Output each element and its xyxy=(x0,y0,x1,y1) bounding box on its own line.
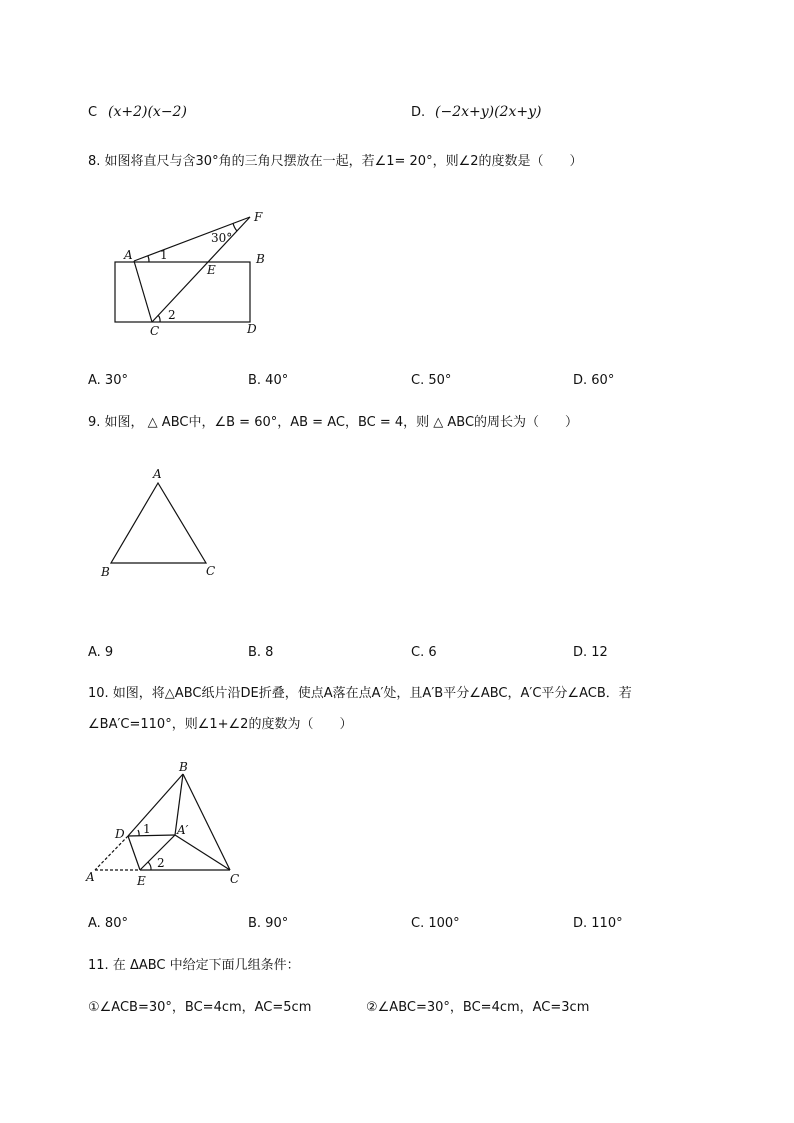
q10-option-c: C. 100° xyxy=(411,916,460,931)
q9-option-a: A. 9 xyxy=(88,645,114,660)
q8-option-d: D. 60° xyxy=(573,373,615,388)
q8-label-30deg: 30° xyxy=(211,231,233,245)
q10-stem-line1: 10. 如图，将△ABC纸片沿DE折叠，使点A落在点A′处，且A′B平分∠ABC，A′C平分∠ACB．若 xyxy=(88,686,632,701)
q8-option-c: C. 50° xyxy=(411,373,452,388)
q10-option-d: D. 110° xyxy=(573,916,623,931)
q7-option-c-expression: (x+2)(x−2) xyxy=(108,104,187,120)
q8-option-b: B. 40° xyxy=(248,373,289,388)
q10-stem-line2: ∠BA′C=110°，则∠1+∠2的度数为（ ） xyxy=(88,717,353,732)
q7-option-c-label: C xyxy=(88,105,98,120)
q8-label-b: B xyxy=(256,252,265,266)
q11-condition-1: ①∠ACB=30°，BC=4cm，AC=5cm xyxy=(88,1000,312,1015)
q10-label-a: A xyxy=(86,870,95,884)
q8-option-a: A. 30° xyxy=(88,373,128,388)
q8-stem: 8. 如图将直尺与含30°角的三角尺摆放在一起，若∠1= 20°，则∠2的度数是（ ） xyxy=(88,154,583,169)
q8-label-c: C xyxy=(150,324,160,338)
q9-option-d: D. 12 xyxy=(573,645,608,660)
q8-label-angle-1: 1 xyxy=(160,248,168,262)
q9-option-b: B. 8 xyxy=(248,645,274,660)
q10-label-angle-1: 1 xyxy=(143,822,151,836)
q8-label-angle-2: 2 xyxy=(168,308,176,322)
q10-label-a-prime: A′ xyxy=(177,823,189,837)
q10-label-c: C xyxy=(230,872,240,886)
q9-label-c: C xyxy=(206,564,216,578)
q11-stem: 11. 在 ΔABC 中给定下面几组条件： xyxy=(88,958,300,973)
q8-label-e: E xyxy=(207,263,216,277)
q9-option-c: C. 6 xyxy=(411,645,437,660)
q11-condition-2: ②∠ABC=30°，BC=4cm，AC=3cm xyxy=(366,1000,590,1015)
q10-label-angle-2: 2 xyxy=(157,856,165,870)
q10-option-a: A. 80° xyxy=(88,916,128,931)
q7-option-d-label: D. xyxy=(411,105,426,120)
q9-label-a: A xyxy=(153,467,162,481)
q10-option-b: B. 90° xyxy=(248,916,289,931)
q9-label-b: B xyxy=(101,565,110,579)
q7-option-d-expression: (−2x+y)(2x+y) xyxy=(435,104,542,120)
q10-label-b: B xyxy=(179,760,188,774)
q9-stem: 9. 如图， △ ABC中，∠B = 60°，AB = AC，BC = 4，则 △ ABC的周长为（ ） xyxy=(88,415,579,430)
q8-label-a: A xyxy=(124,248,133,262)
q10-label-d: D xyxy=(115,827,125,841)
q10-label-e: E xyxy=(137,874,146,888)
q8-label-f: F xyxy=(254,210,263,224)
q8-label-d: D xyxy=(247,322,257,336)
